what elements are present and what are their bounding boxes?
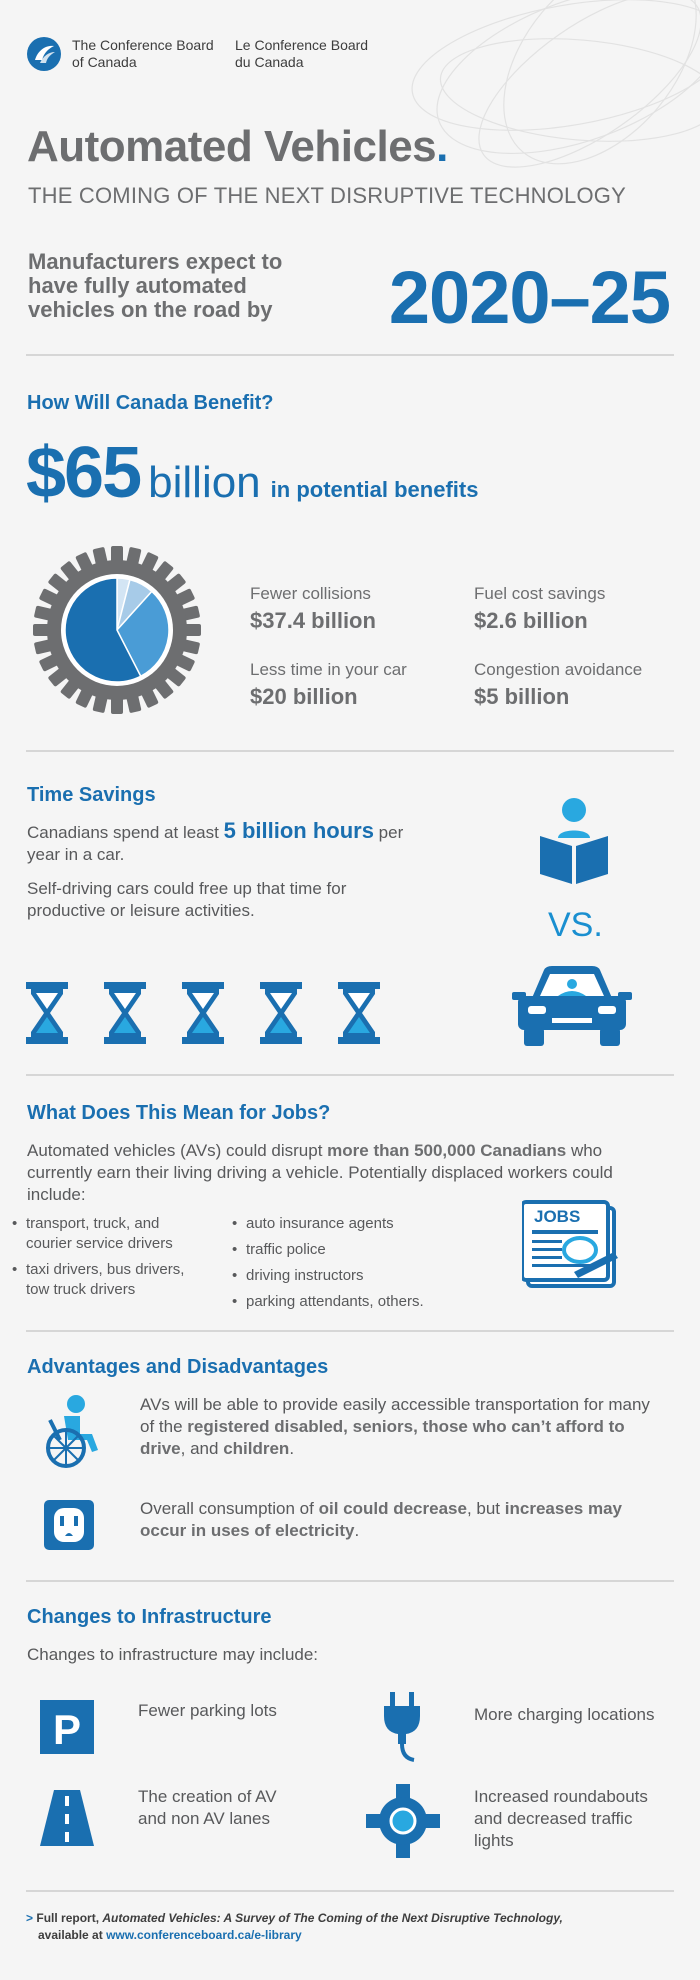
footer-link[interactable]: www.conferenceboard.ca/e-library xyxy=(106,1928,302,1942)
divider xyxy=(26,1074,674,1076)
parking-icon xyxy=(40,1700,94,1754)
benefit-item xyxy=(474,584,674,634)
list-item: • taxi drivers, bus drivers, tow truck drivers xyxy=(12,1260,207,1300)
divider xyxy=(26,1580,674,1582)
benefit-label: Less time in your car xyxy=(250,660,407,679)
title-text: Automated Vehicles xyxy=(27,122,437,171)
time-text-2: Self-driving cars could free up that time for productive or leisure activities. xyxy=(27,879,347,920)
pie-slices xyxy=(65,578,169,682)
jobs-heading: What Does This Mean for Jobs? xyxy=(27,1102,331,1124)
infra-item: Increased roundabouts and decreased traffic lights xyxy=(474,1787,648,1850)
tire-pie-chart xyxy=(32,545,202,715)
roundabout-icon xyxy=(366,1784,440,1858)
car-icon xyxy=(512,962,632,1048)
time-text-c: per year in a car. xyxy=(27,823,404,864)
time-text-1 xyxy=(27,820,407,866)
benefit-item xyxy=(474,660,674,710)
vs-label: VS. xyxy=(548,906,603,944)
adv-text-span: AVs will be able to provide easily accessible transportation for many of the xyxy=(140,1395,650,1436)
benefit-item xyxy=(250,584,450,634)
infra-item: Fewer parking lots xyxy=(138,1701,277,1720)
adv-text-span: . xyxy=(289,1439,295,1458)
time-heading: Time Savings xyxy=(27,784,156,806)
benefit-value: $20 billion xyxy=(250,684,358,709)
footer xyxy=(26,1910,563,1944)
list-item: • auto insurance agents xyxy=(232,1214,442,1234)
page-title xyxy=(27,122,448,172)
adv-text-span: Overall consumption of xyxy=(140,1499,314,1518)
benefit-label: Fuel cost savings xyxy=(474,584,606,603)
hourglass-icon xyxy=(182,982,224,1044)
hourglass-icon xyxy=(26,982,68,1044)
infra-intro: Changes to infrastructure may include: xyxy=(27,1645,319,1664)
benefit-label: Congestion avoidance xyxy=(474,660,643,679)
title-dot: . xyxy=(436,122,448,171)
jobs-intro-c: who currently earn their living driving a vehicle. Potentially displaced workers could include: xyxy=(27,1141,613,1204)
divider xyxy=(26,1890,674,1892)
list-item: • traffic police xyxy=(232,1240,442,1260)
adv-heading: Advantages and Disadvantages xyxy=(27,1356,329,1378)
divider xyxy=(26,1330,674,1332)
divider xyxy=(26,750,674,752)
infra-item: The creation of AV and non AV lanes xyxy=(138,1787,277,1828)
footer-arrow: > xyxy=(26,1911,34,1925)
page-subtitle: THE COMING OF THE NEXT DISRUPTIVE TECHNOLOGY xyxy=(28,183,626,208)
power-outlet-icon xyxy=(44,1500,94,1550)
infra-heading: Changes to Infrastructure xyxy=(27,1606,272,1628)
adv-bold: increases may occur in uses of electricity xyxy=(140,1499,622,1540)
jobs-intro-b: more than 500,000 Canadians xyxy=(327,1141,567,1160)
benefit-label: Fewer collisions xyxy=(250,584,371,603)
infra-item: More charging locations xyxy=(474,1705,655,1724)
newspaper-jobs-icon xyxy=(522,1200,622,1290)
adv-text-span: . xyxy=(354,1521,360,1540)
adv-bold: children xyxy=(223,1439,290,1458)
footer-text: Full report, xyxy=(36,1911,100,1925)
time-text-a: Canadians spend at least xyxy=(27,823,219,842)
jobs-list-col1 xyxy=(12,1214,207,1306)
adv-text-2 xyxy=(140,1498,660,1542)
benefit-heading: How Will Canada Benefit? xyxy=(27,392,274,414)
adv-text-1 xyxy=(140,1394,660,1460)
adv-text-span: , and xyxy=(180,1439,219,1458)
jobs-intro xyxy=(27,1140,637,1206)
footer-text: available at xyxy=(38,1928,103,1942)
reading-person-icon xyxy=(536,796,612,886)
org-name-fr: Le Conference Board du Canada xyxy=(235,37,369,70)
benefit-value: $5 billion xyxy=(474,684,570,709)
org-name-en: The Conference Board of Canada xyxy=(72,37,214,70)
adv-text-span: , but xyxy=(466,1499,501,1518)
hourglass-icon xyxy=(104,982,146,1044)
list-item: • transport, truck, and courier service drivers xyxy=(12,1214,207,1254)
conference-board-logo-icon xyxy=(26,36,62,72)
benefit-total xyxy=(26,432,478,514)
electric-plug-icon xyxy=(384,1692,420,1762)
divider xyxy=(26,354,674,356)
benefit-unit: billion xyxy=(148,458,261,507)
jobs-icon-label: JOBS xyxy=(534,1207,581,1226)
time-highlight: 5 billion hours xyxy=(223,818,374,843)
list-item: • parking attendants, others. xyxy=(232,1292,442,1312)
list-item: • driving instructors xyxy=(232,1266,442,1286)
jobs-list-col2 xyxy=(232,1214,442,1318)
lanes-icon xyxy=(40,1790,94,1846)
benefit-value: $2.6 billion xyxy=(474,608,588,633)
adv-bold: oil could decrease xyxy=(318,1499,467,1518)
jobs-intro-a: Automated vehicles (AVs) could disrupt xyxy=(27,1141,323,1160)
parking-letter: P xyxy=(52,1706,82,1753)
wheelchair-icon xyxy=(40,1394,104,1470)
header xyxy=(26,36,385,72)
hourglass-icon xyxy=(338,982,380,1044)
benefit-suffix: in potential benefits xyxy=(270,477,479,502)
benefit-value: $37.4 billion xyxy=(250,608,376,633)
expect-text: Manufacturers expect to have fully automated vehicles on the road by xyxy=(28,249,283,322)
benefit-amount: $65 xyxy=(26,433,141,513)
adv-bold: registered disabled, seniors, those who can’t afford to drive xyxy=(140,1417,625,1458)
benefit-item xyxy=(250,660,450,710)
hourglass-icon xyxy=(260,982,302,1044)
expect-year: 2020–25 xyxy=(388,256,670,339)
footer-report-title: Automated Vehicles: A Survey of The Coming of the Next Disruptive Technology, xyxy=(102,1911,563,1925)
